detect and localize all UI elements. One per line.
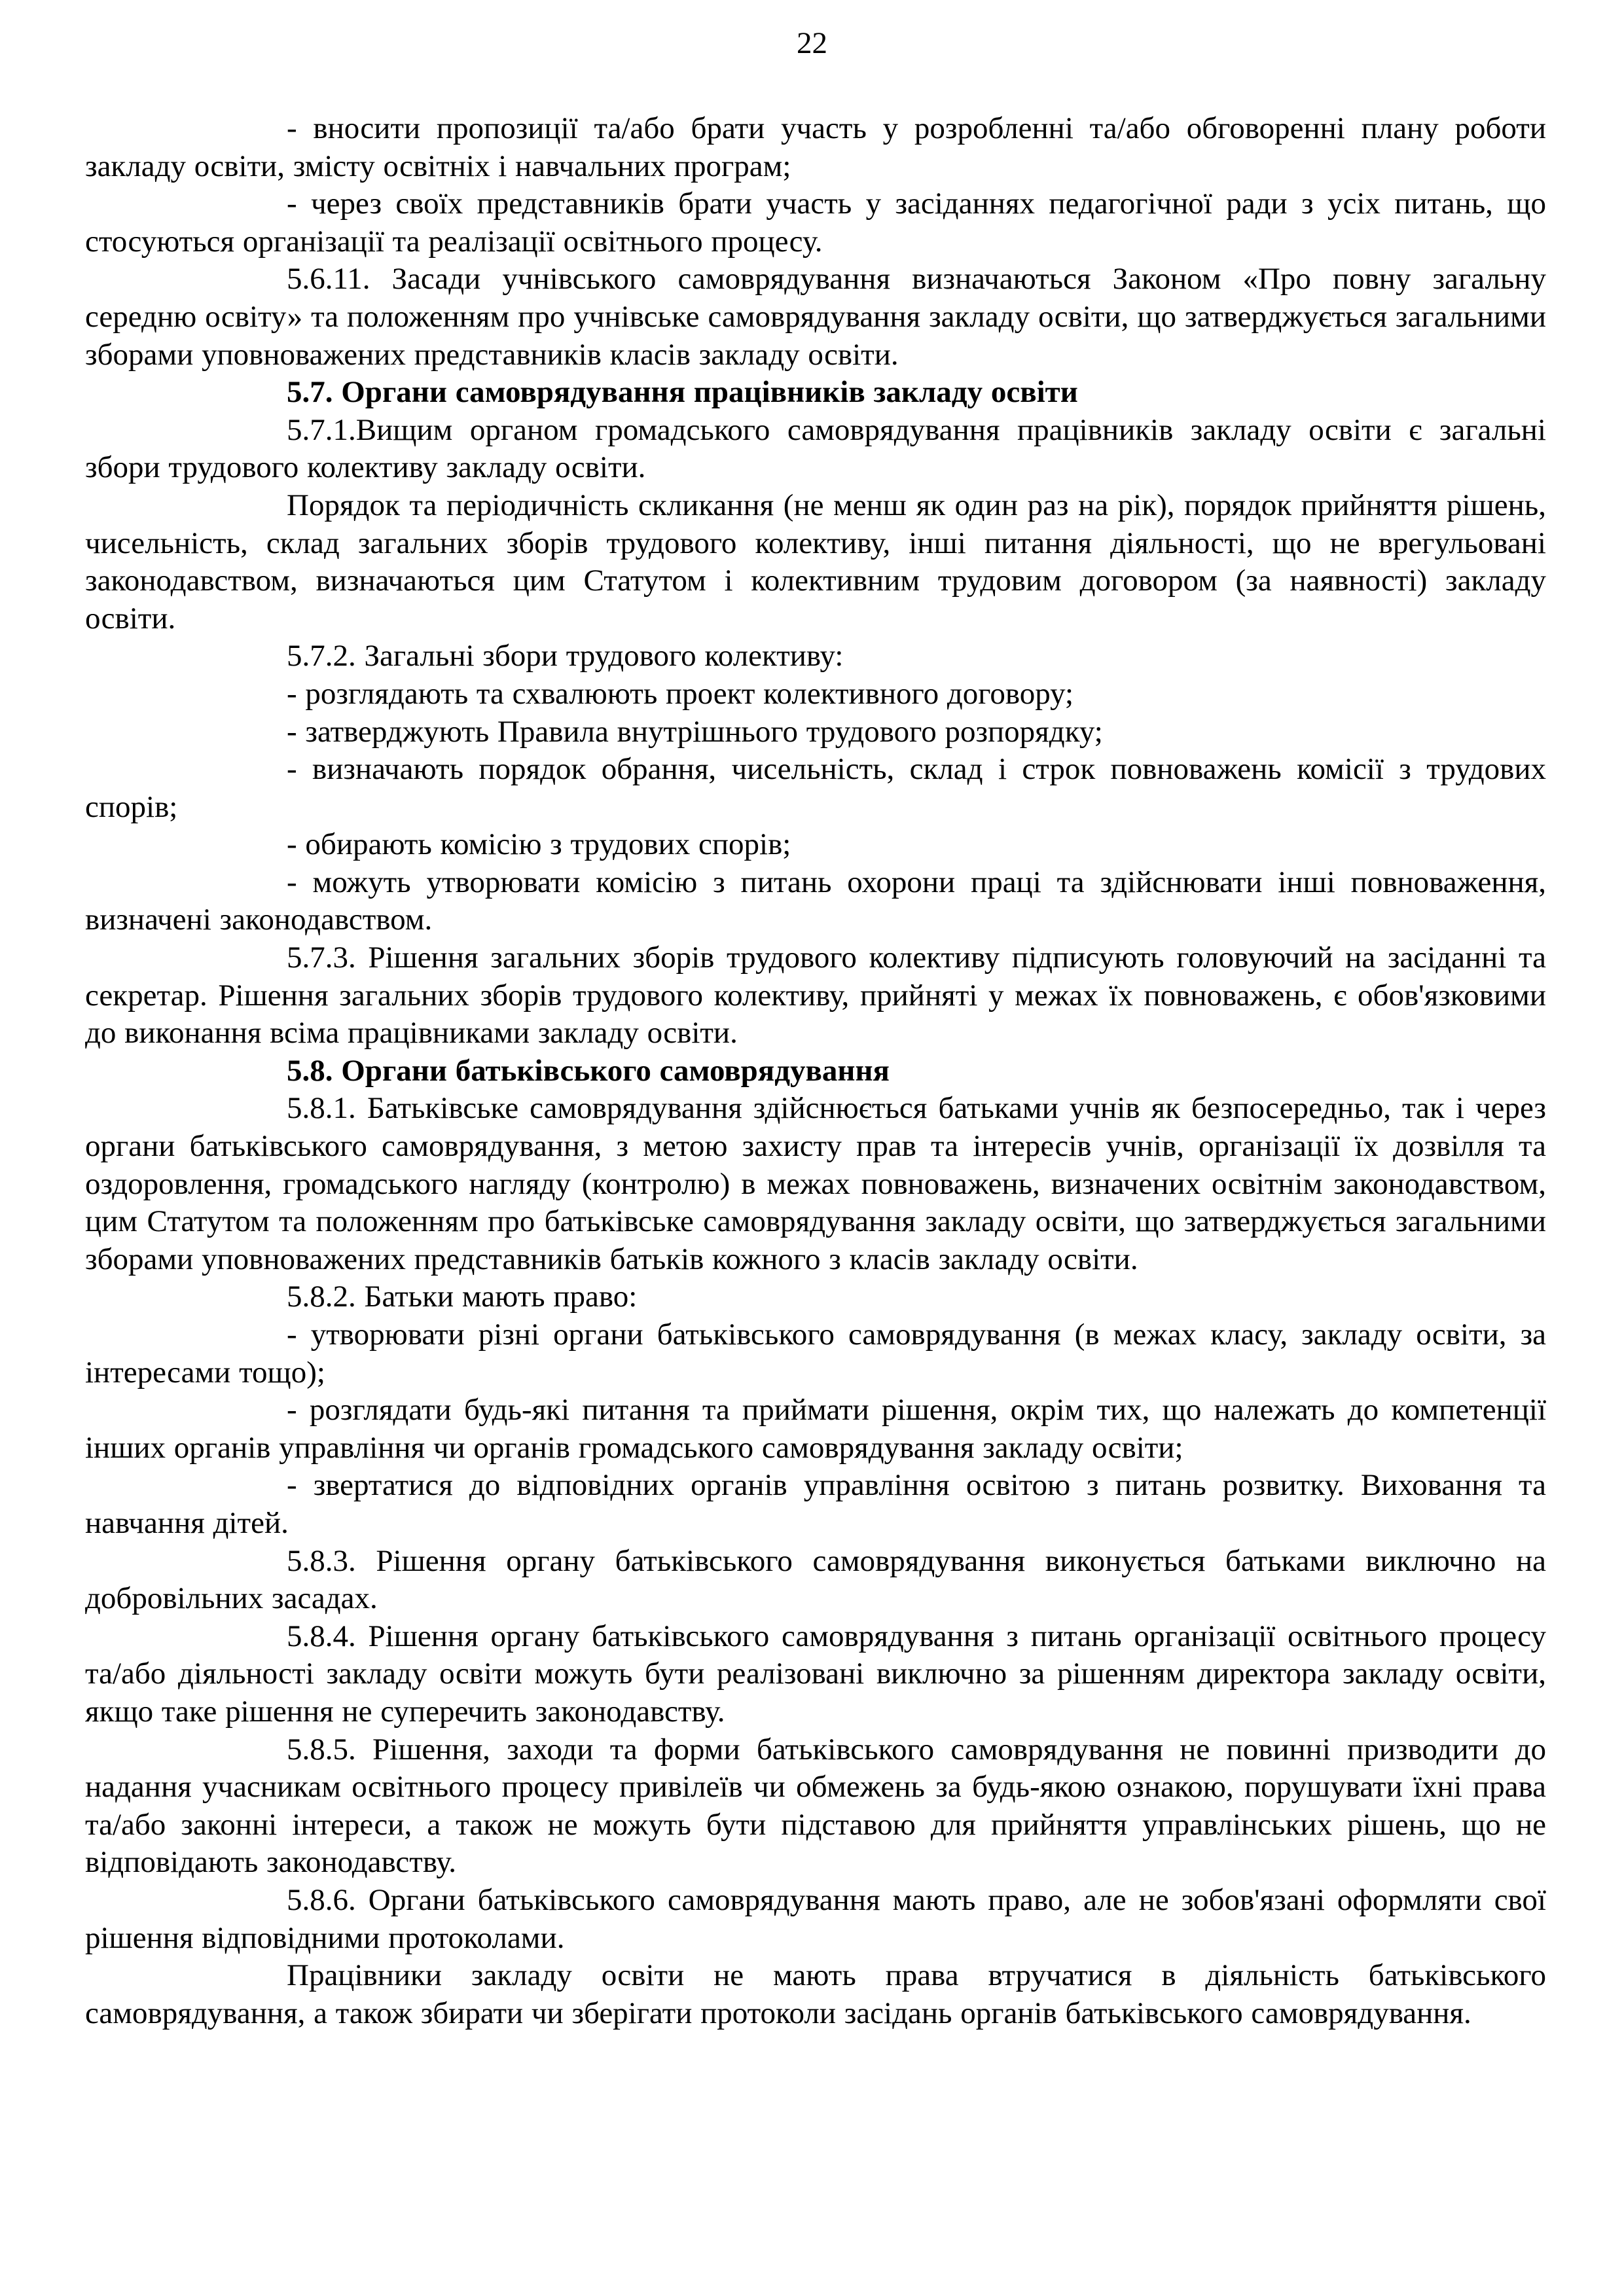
paragraph: 5.8.5. Рішення, заходи та форми батьківського самоврядування не повинні призводити до надання учасникам освітнього процесу привілеїв чи обмежень за будь-якою ознакою, порушувати їхні права та/або законні інтереси, а також не можуть бути підставою для прийняття управлінських рішень, що не відповідають законодавству.	[85, 1732, 1546, 1880]
paragraph: 5.6.11. Засади учнівського самоврядування визначаються Законом «Про повну загальну середню освіту» та положенням про учнівське самоврядування закладу освіти, що затверджується загальними зборами уповноважених представників класів закладу освіти.	[85, 262, 1546, 372]
document-body	[85, 110, 1546, 2032]
paragraph: - звертатися до відповідних органів управління освітою з питань розвитку. Виховання та навчання дітей.	[85, 1468, 1546, 1540]
paragraph: 5.8.3. Рішення органу батьківського самоврядування виконується батьками виключно на добровільних засадах.	[85, 1543, 1546, 1616]
paragraph: - затверджують Правила внутрішнього трудового розпорядку;	[287, 714, 1103, 749]
paragraph: - обирають комісію з трудових спорів;	[287, 827, 791, 862]
paragraph: 5.8.1. Батьківське самоврядування здійснюється батьками учнів як безпосередньо, так і через органи батьківського самоврядування, з метою захисту прав та інтересів учнів, організації їх дозвілля та оздоровлення, громадського нагляду (контролю) в межах повноважень, визначених освітнім законодавством, цим Статутом та положенням про батьківське самоврядування закладу освіти, що затверджується загальними зборами уповноважених представників батьків кожного з класів закладу освіти.	[85, 1091, 1546, 1276]
paragraph: 5.8.6. Органи батьківського самоврядування мають право, але не зобов'язані оформляти свої рішення відповідними протоколами.	[85, 1882, 1546, 1955]
paragraph: - розглядають та схвалюють проект колективного договору;	[287, 676, 1074, 711]
section-heading: 5.7. Органи самоврядування працівників закладу освіти	[287, 375, 1078, 410]
paragraph: - можуть утворювати комісію з питань охорони праці та здійснювати інші повноваження, визначені законодавством.	[85, 865, 1546, 937]
paragraph: - вносити пропозиції та/або брати участь у розробленні та/або обговоренні плану роботи закладу освіти, змісту освітніх і навчальних програм;	[85, 111, 1546, 183]
paragraph: 5.7.2. Загальні збори трудового колективу:	[287, 639, 844, 673]
section-heading: 5.8. Органи батьківського самоврядування	[287, 1053, 890, 1088]
paragraph: 5.8.4. Рішення органу батьківського самоврядування з питань організації освітнього процесу та/або діяльності закладу освіти можуть бути реалізовані виключно за рішенням директора закладу освіти, якщо таке рішення не суперечить законодавству.	[85, 1619, 1546, 1729]
paragraph: - розглядати будь-які питання та приймати рішення, окрім тих, що належать до компетенції інших органів управління чи органів громадського самоврядування закладу освіти;	[85, 1393, 1546, 1465]
paragraph: 5.7.3. Рішення загальних зборів трудового колективу підписують головуючий на засіданні та секретар. Рішення загальних зборів трудового колективу, прийняті у межах їх повноважень, є обов'язковими до виконання всіма працівниками закладу освіти.	[85, 941, 1546, 1050]
paragraph: 5.8.2. Батьки мають право:	[287, 1280, 638, 1314]
paragraph: - визначають порядок обрання, чисельність, склад і строк повноважень комісії з трудових спорів;	[85, 752, 1546, 824]
paragraph: Працівники закладу освіти не мають права втручатися в діяльність батьківського самоврядування, а також збирати чи зберігати протоколи засідань органів батьківського самоврядування.	[85, 1958, 1546, 2030]
paragraph: Порядок та періодичність скликання (не менш як один раз на рік), порядок прийняття рішень, чисельність, склад загальних зборів трудового колективу, інші питання діяльності, що не врегульовані законодавством, визначаються цим Статутом і колективним трудовим договором (за наявності) закладу освіти.	[85, 488, 1546, 636]
paragraph: - утворювати різні органи батьківського самоврядування (в межах класу, закладу освіти, за інтересами тощо);	[85, 1318, 1546, 1390]
page-number: 22	[797, 26, 827, 60]
paragraph: 5.7.1.Вищим органом громадського самоврядування працівників закладу освіти є загальні збори трудового колективу закладу освіти.	[85, 412, 1546, 485]
paragraph: - через своїх представників брати участь у засіданнях педагогічної ради з усіх питань, що стосуються організації та реалізації освітнього процесу.	[85, 187, 1546, 259]
